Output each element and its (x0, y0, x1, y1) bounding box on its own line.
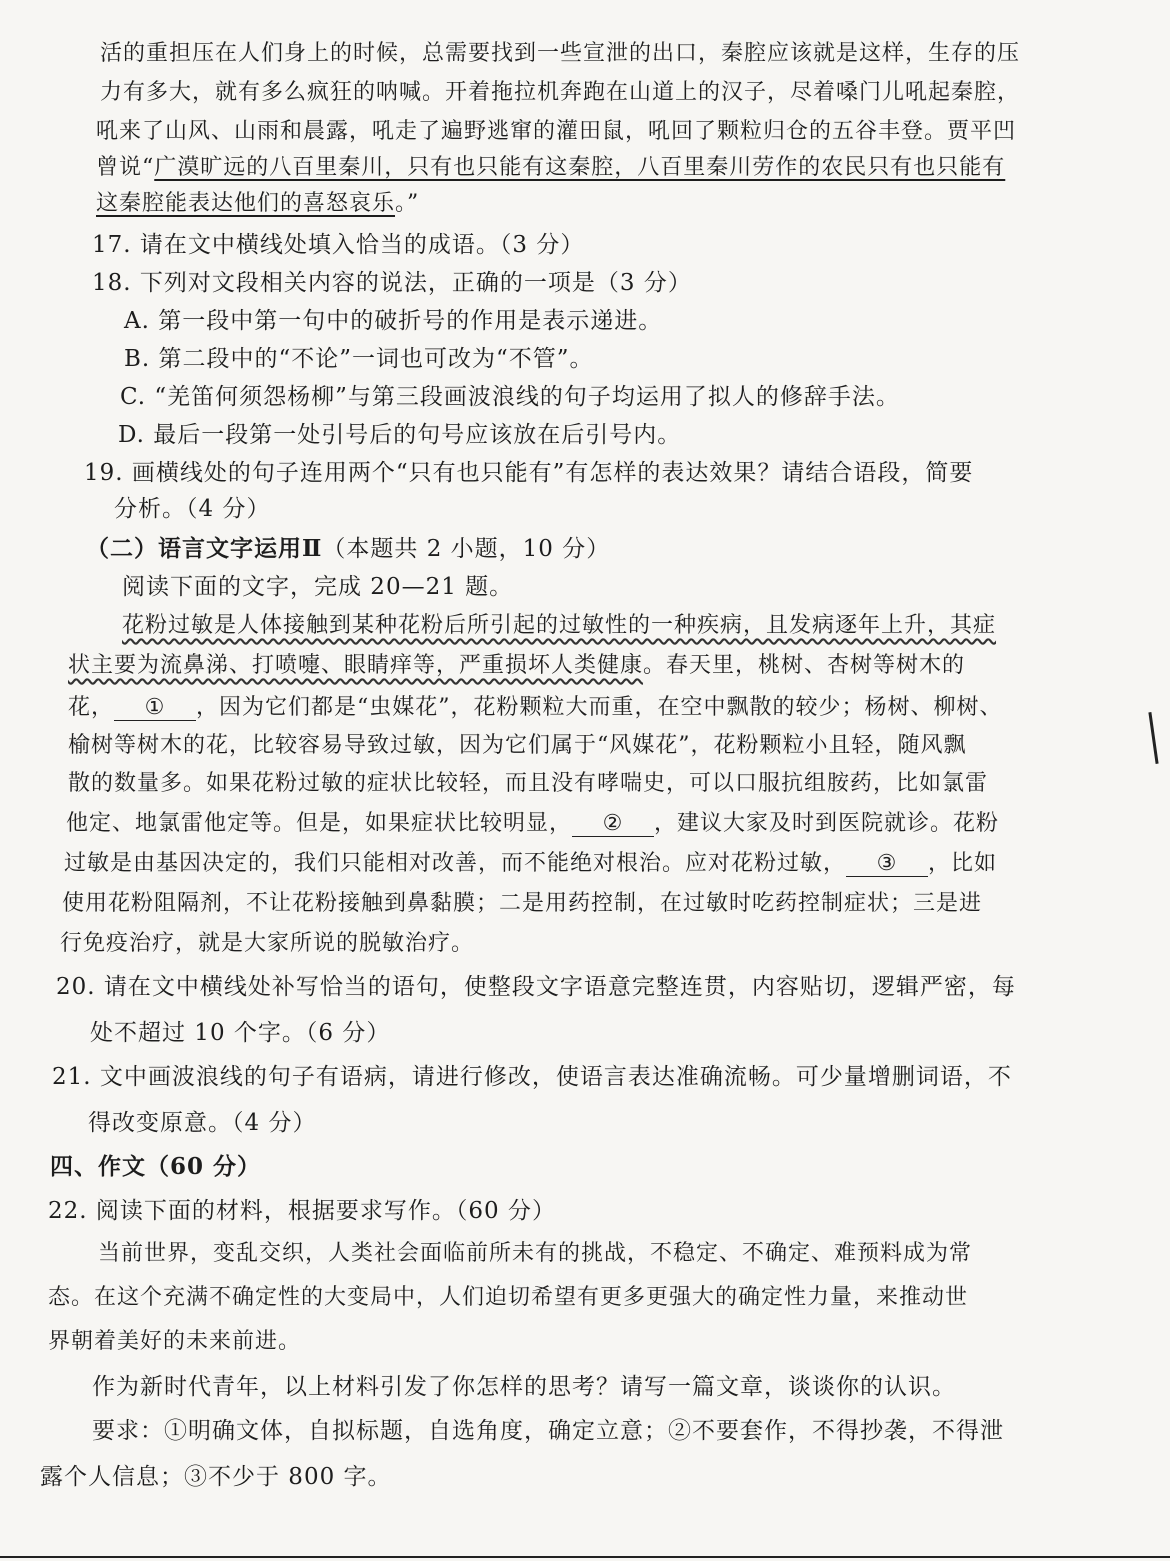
passage-line (122, 608, 996, 639)
underlined-sentence: 这秦腔能表达他们的喜怒哀乐 (96, 191, 396, 216)
passage-text: 他定、地氯雷他定等。但是，如果症状比较明显， (66, 811, 573, 836)
writing-prompt: 作为新时代青年，以上材料引发了你怎样的思考？请写一篇文章，谈谈你的认识。 (92, 1374, 956, 1400)
passage-text: 花， (68, 695, 115, 720)
material-line: 态。在这个充满不确定性的大变局中，人们迫切希望有更多更强大的确定性力量，来推动世 (48, 1285, 969, 1310)
passage-line: 行免疫治疗，就是大家所说的脱敏治疗。 (60, 931, 475, 956)
question-21-line1: 21. 文中画波浪线的句子有语病，请进行修改，使语言表达准确流畅。可少量增删词语，不 (52, 1064, 1012, 1090)
passage-line (96, 150, 1005, 181)
passage-line (66, 806, 999, 837)
material-line: 当前世界，变乱交织，人类社会面临前所未有的挑战，不稳定、不确定、难预料成为常 (98, 1241, 973, 1266)
question-18-option-a: A. 第一段中第一句中的破折号的作用是表示递进。 (124, 308, 663, 334)
passage-line (68, 690, 1003, 721)
passage-line: 力有多大，就有多么疯狂的呐喊。开着拖拉机奔跑在山道上的汉子，尽着嗓门儿吼起秦腔， (100, 80, 1021, 105)
section-2-instruction: 阅读下面的文字，完成 20—21 题。 (122, 574, 514, 600)
question-20-line2: 处不超过 10 个字。（6 分） (90, 1020, 391, 1046)
section-2-title: （二）语言文字运用Ⅱ (86, 535, 323, 562)
question-22-stem: 22. 阅读下面的材料，根据要求写作。（60 分） (48, 1198, 556, 1224)
question-18-option-b: B. 第二段中的“不论”一词也可改为“不管”。 (124, 346, 594, 372)
page-bottom-edge (0, 1556, 1170, 1558)
passage-line: 活的重担压在人们身上的时候，总需要找到一些宣泄的出口，秦腔应该就是这样，生存的压 (100, 41, 1021, 66)
passage-line: 榆树等树木的花，比较容易导致过敏，因为它们属于“风媒花”，花粉颗粒小且轻，随风飘 (68, 733, 967, 758)
underlined-sentence: 广漠旷远的八百里秦川，只有也只能有这秦腔，八百里秦川劳作的农民只有也只能有 (154, 155, 1006, 180)
passage-text: 过敏是由基因决定的，我们只能相对改善，而不能绝对根治。应对花粉过敏， (64, 851, 847, 876)
quote-open: 曾说“ (96, 155, 155, 180)
question-18-option-c: C. “羌笛何须怨杨柳”与第三段画波浪线的句子均运用了拟人的修辞手法。 (120, 384, 900, 410)
question-18-stem: 18. 下列对文段相关内容的说法，正确的一项是（3 分） (92, 270, 692, 296)
section-2-heading (86, 530, 610, 563)
writing-requirements-1: 要求：①明确文体，自拟标题，自选角度，确定立意；②不要套作，不得抄袭，不得泄 (92, 1418, 1004, 1444)
question-18-option-d: D. 最后一段第一处引号后的句号应该放在后引号内。 (118, 422, 682, 448)
question-17: 17. 请在文中横线处填入恰当的成语。（3 分） (92, 232, 585, 258)
quote-close: 。” (395, 191, 420, 216)
passage-text: ，比如 (928, 851, 998, 876)
blank-1: ① (114, 695, 196, 721)
blank-3: ③ (846, 851, 928, 877)
section-4-heading: 四、作文（60 分） (50, 1153, 262, 1180)
passage-line: 吼来了山风、山雨和晨露，吼走了遍野逃窜的灌田鼠，吼回了颗粒归仓的五谷丰登。贾平凹 (96, 119, 1017, 144)
passage-line (64, 846, 997, 877)
wavy-sentence: 花粉过敏是人体接触到某种花粉后所引起的过敏性的一种疾病，且发病逐年上升，其症 (122, 613, 997, 638)
question-19-line1: 19. 画横线处的句子连用两个“只有也只能有”有怎样的表达效果？请结合语段，简要 (84, 460, 974, 486)
question-20-line1: 20. 请在文中横线处补写恰当的语句，使整段文字语意完整连贯，内容贴切，逻辑严密，每 (56, 974, 1016, 1000)
passage-line: 使用花粉阻隔剂，不让花粉接触到鼻黏膜；二是用药控制，在过敏时吃药控制症状；三是进 (62, 891, 983, 916)
question-21-line2: 得改变原意。（4 分） (88, 1110, 317, 1136)
passage-line (96, 186, 419, 217)
passage-text: ，建议大家及时到医院就诊。花粉 (654, 811, 1000, 836)
material-line: 界朝着美好的未来前进。 (48, 1329, 302, 1354)
passage-text: ，因为它们都是“虫媒花”，花粉颗粒大而重，在空中飘散的较少；杨树、柳树、 (196, 695, 1003, 720)
blank-2: ② (572, 811, 654, 837)
passage-text: 。春天里，桃树、杏树等树木的 (643, 653, 966, 678)
margin-pen-mark (1148, 712, 1158, 764)
passage-line (68, 648, 965, 679)
passage-line: 散的数量多。如果花粉过敏的症状比较轻，而且没有哮喘史，可以口服抗组胺药，比如氯雷 (68, 771, 989, 796)
section-2-note: （本题共 2 小题，10 分） (322, 536, 611, 562)
question-19-line2: 分析。（4 分） (114, 496, 271, 522)
writing-requirements-2: 露个人信息；③不少于 800 字。 (40, 1464, 392, 1490)
wavy-sentence: 状主要为流鼻涕、打喷嚏、眼睛痒等，严重损坏人类健康 (68, 653, 644, 678)
